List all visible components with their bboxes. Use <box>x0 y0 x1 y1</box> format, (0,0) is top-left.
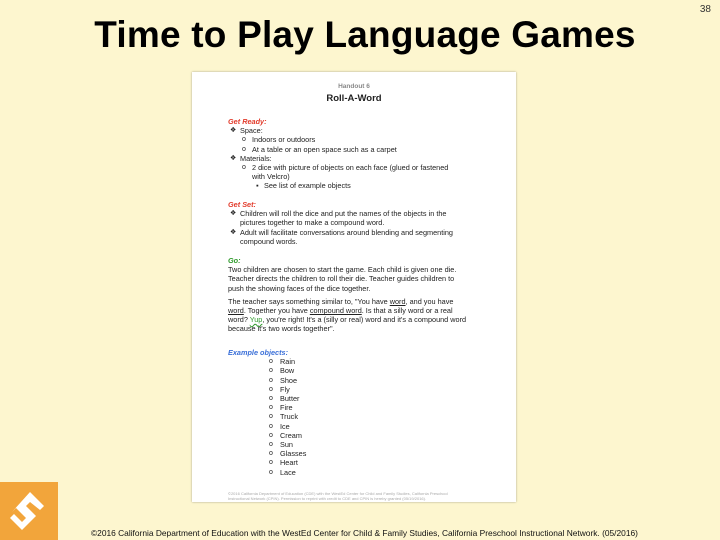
diamond-bullet-icon: ❖ <box>230 127 237 135</box>
slide-title: Time to Play Language Games <box>94 14 636 55</box>
get-set-section <box>228 200 490 246</box>
example-object-item <box>228 431 490 440</box>
script-word: word <box>228 306 244 316</box>
example-object-text: Sun <box>280 440 293 450</box>
circle-bullet-icon: o <box>269 385 273 393</box>
preschool-network-logo-icon <box>0 482 58 540</box>
handout-footer-line: ©2016 California Department of Education (CDE) with the WestEd Center for Child and Family Studies, California Preschool <box>228 491 448 496</box>
handout-footer <box>228 491 490 501</box>
materials-option <box>228 163 490 172</box>
materials-label: Materials: <box>240 153 272 163</box>
example-object-item <box>228 458 490 467</box>
example-object-item <box>228 385 490 394</box>
go-paragraph-line: Teacher directs the children to roll their die. Teacher guides children to <box>228 274 455 284</box>
example-object-text: Butter <box>280 394 300 404</box>
script-compound-word: compound word <box>309 306 362 316</box>
example-object-item <box>228 449 490 458</box>
example-object-text: Fly <box>280 384 290 394</box>
circle-bullet-icon: o <box>269 450 273 458</box>
go-paragraph-line: push the showing faces of the dice together. <box>228 283 371 293</box>
example-object-item <box>228 403 490 412</box>
circle-bullet-icon: o <box>269 422 273 430</box>
example-object-item <box>228 366 490 375</box>
circle-bullet-icon: o <box>269 431 273 439</box>
example-object-text: Shoe <box>280 375 298 385</box>
example-object-item <box>228 412 490 421</box>
circle-bullet-icon: o <box>242 145 246 153</box>
script-text: . Together you have <box>243 306 310 316</box>
example-objects-list <box>228 357 490 477</box>
examples-section <box>228 348 490 477</box>
handout-footer-line: Instructional Network (CPIN). Permission to reprint with credit to CDE and CPIN is hereby granted (05/19/2016). <box>228 496 427 501</box>
space-label: Space: <box>240 126 263 136</box>
handout-number: Handout 6 <box>338 83 370 90</box>
space-option <box>228 135 490 144</box>
circle-bullet-icon: o <box>269 404 273 412</box>
go-heading: Go: <box>228 256 241 265</box>
example-object-text: Rain <box>280 357 296 367</box>
example-object-item <box>228 376 490 385</box>
script-word: word <box>389 296 406 306</box>
teacher-script-line: because it's two words together". <box>228 324 335 334</box>
get-set-heading: Get Set: <box>228 200 256 209</box>
example-object-item <box>228 468 490 477</box>
circle-bullet-icon: o <box>242 164 246 172</box>
circle-bullet-icon: o <box>269 376 273 384</box>
go-paragraph-line: Two children are chosen to start the game. Each child is given one die. <box>228 265 457 275</box>
examples-heading: Example objects: <box>228 348 289 357</box>
get-set-item-text: Adult will facilitate conversations around blending and segmenting <box>240 227 453 237</box>
space-option-text: At a table or an open space such as a carpet <box>252 144 397 154</box>
example-object-text: Cream <box>280 430 302 440</box>
materials-option-text: 2 dice with picture of objects on each face (glued or fastened <box>252 163 449 173</box>
materials-item <box>228 154 490 163</box>
handout-page <box>192 72 516 502</box>
get-set-item <box>228 228 490 237</box>
get-set-item-cont: compound words. <box>240 236 298 246</box>
get-set-item <box>228 209 490 218</box>
materials-subitem <box>228 181 490 190</box>
script-yup: Yup <box>249 315 263 325</box>
circle-bullet-icon: o <box>269 441 273 449</box>
teacher-script-line <box>228 297 490 306</box>
diamond-bullet-icon: ❖ <box>230 154 237 162</box>
diamond-bullet-icon: ❖ <box>230 228 237 236</box>
example-object-item <box>228 394 490 403</box>
circle-bullet-icon: o <box>269 413 273 421</box>
example-object-text: Ice <box>280 421 290 431</box>
circle-bullet-icon: o <box>269 468 273 476</box>
example-object-text: Fire <box>280 403 293 413</box>
go-section <box>228 256 490 334</box>
script-text: word? <box>228 315 250 325</box>
teacher-script-line <box>228 315 490 324</box>
example-object-text: Truck <box>280 412 298 422</box>
circle-bullet-icon: o <box>269 459 273 467</box>
script-text: The teacher says something similar to, "You have <box>228 296 390 306</box>
script-text: . Is that a silly word or a real <box>361 306 453 316</box>
diamond-bullet-icon: ❖ <box>230 210 237 218</box>
circle-bullet-icon: o <box>269 358 273 366</box>
handout-title: Roll-A-Word <box>326 93 382 104</box>
example-object-text: Lace <box>280 467 296 477</box>
get-ready-heading: Get Ready: <box>228 117 267 126</box>
example-object-text: Glasses <box>280 449 307 459</box>
circle-bullet-icon: o <box>269 395 273 403</box>
space-option-text: Indoors or outdoors <box>252 135 316 145</box>
teacher-script-line <box>228 306 490 315</box>
materials-subitem-text: See list of example objects <box>264 181 351 191</box>
example-object-item <box>228 357 490 366</box>
get-set-item-cont: pictures together to make a compound word. <box>240 218 385 228</box>
script-text: , you're right! It's a (silly or real) word and it's a compound word <box>262 315 467 325</box>
materials-option-cont: with Velcro) <box>252 172 290 182</box>
space-option <box>228 145 490 154</box>
example-object-item <box>228 422 490 431</box>
circle-bullet-icon: o <box>242 136 246 144</box>
circle-bullet-icon: o <box>269 367 273 375</box>
example-object-text: Bow <box>280 366 295 376</box>
script-text: , and you have <box>405 296 454 306</box>
slide-footer: ©2016 California Department of Education with the WestEd Center for Child & Family Studies, California Preschool Instructional Network. (05/2016) <box>91 528 638 538</box>
square-bullet-icon: ▪ <box>256 181 259 191</box>
space-item <box>228 126 490 135</box>
get-ready-section <box>228 117 490 191</box>
get-set-item-text: Children will roll the dice and put the names of the objects in the <box>240 209 447 219</box>
slide-number: 38 <box>699 4 711 15</box>
example-object-item <box>228 440 490 449</box>
example-object-text: Heart <box>280 458 298 468</box>
